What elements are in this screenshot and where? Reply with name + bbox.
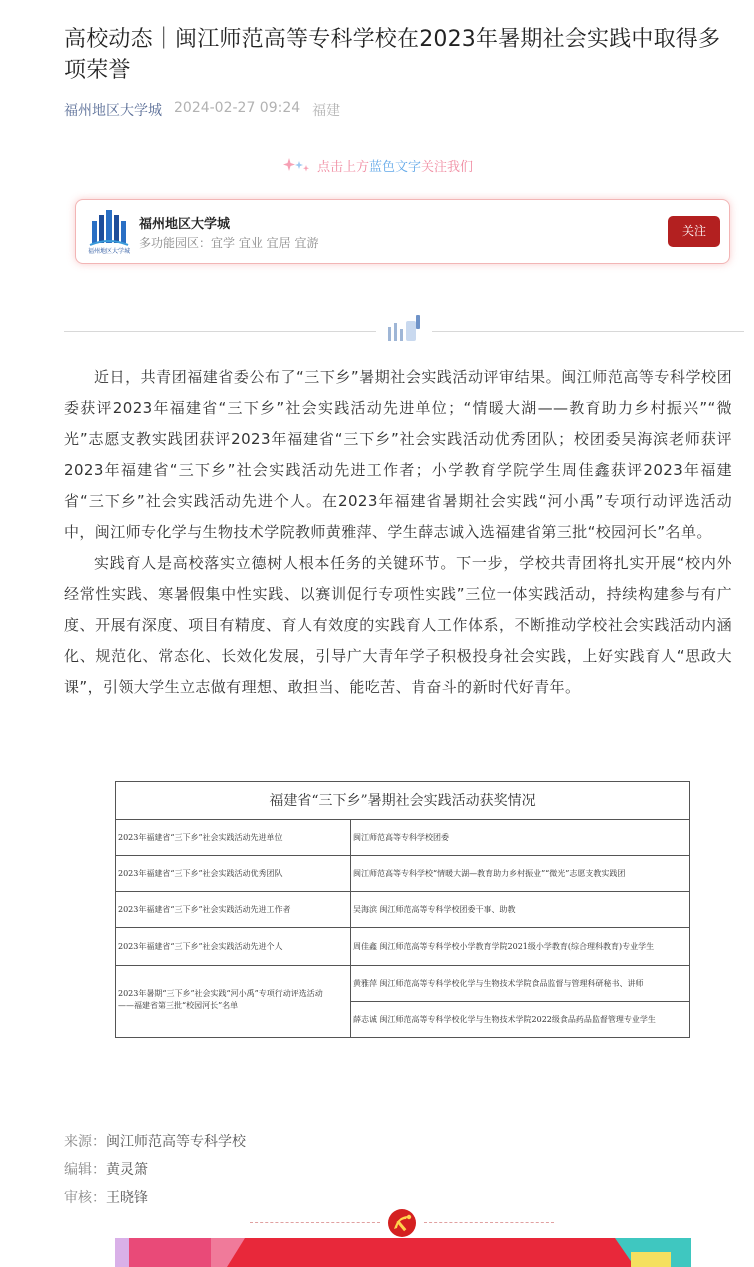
table-row [116,820,689,856]
winner-text: 吴海滨 闽江师范高等专科学校团委干事、助教 [353,905,516,914]
account-card-description: 多功能园区：宜学 宜业 宜居 宜游 [139,236,319,250]
award-cell: 2023年福建省“三下乡”社会实践活动优秀团队 [118,869,283,878]
table-row [116,928,689,966]
winner-cell [350,966,689,1038]
table-row [116,892,689,928]
footer-dash-right [424,1222,554,1223]
winner-text: 周佳鑫 闽江师范高等专科学校小学教育学院2021级小学教育(综合理科教育)专业学生 [353,942,655,951]
publish-location: 福建 [312,103,341,119]
account-card-name[interactable]: 福州地区大学城 [139,217,231,232]
credit-label: 审核： [64,1190,106,1206]
credit-label: 编辑： [64,1162,106,1178]
footer-dash-left [250,1222,380,1223]
follow-hint-prefix: 点击上方 [316,160,369,175]
winner-cell [350,820,689,855]
winner-text: 薛志诚 闽江师范高等专科学校化学与生物技术学院2022级食品药品监督管理专业学生 [353,1015,656,1024]
table-row [116,856,689,892]
party-emblem-icon [384,1208,420,1238]
winner-cell [350,928,689,965]
footer-decoration [250,1208,554,1238]
article-meta [64,100,340,120]
article-title: 高校动态｜闽江师范高等专科学校在2023年暑期社会实践中取得多项荣誉 [64,27,721,83]
follow-hint [0,156,754,178]
award-table-image [115,781,690,1038]
follow-button[interactable]: 关注 [668,216,720,247]
award-cell: 2023年暑期“三下乡”社会实践“河小禹”专项行动评选活动——福建省第三批“校园河长”名单 [118,989,323,1010]
table-row [116,966,689,1038]
winner-text: 闽江师范高等专科学校团委 [353,833,449,842]
section-divider [64,313,744,349]
follow-hint-blue-text: 蓝色文字 [368,160,421,175]
credit-reviewer [64,1184,246,1212]
credit-value: 黄灵箫 [106,1162,148,1178]
credit-editor [64,1156,246,1184]
credit-value: 王晓锋 [106,1190,148,1206]
credit-label: 来源： [64,1134,106,1150]
article-credits [64,1128,246,1212]
bottom-banner-image [115,1238,691,1267]
winner-subrow [351,966,689,1002]
credit-value: 闽江师范高等专科学校 [106,1134,246,1150]
account-name-link[interactable]: 福州地区大学城 [64,103,162,119]
follow-hint-suffix: 关注我们 [421,160,474,175]
award-cell: 2023年福建省“三下乡”社会实践活动先进单位 [118,833,283,842]
award-table-title: 福建省“三下乡”暑期社会实践活动获奖情况 [116,782,689,820]
paragraph: 实践育人是高校落实立德树人根本任务的关键环节。下一步，学校共青团将扎实开展“校内外经常性实践、寒暑假集中性实践、以赛训促行专项性实践”三位一体实践活动，持续构建参与有广度、开展有深度、项目有精度、育人有效度的实践育人工作体系，不断推动学校社会实践活动内涵化、规范化、常态化、长效化发展，引导广大青年学子积极投身社会实践，上好实践育人“思政大课”，引领大学生立志做有理想、敢担当、能吃苦、肯奋斗的新时代好青年。 [64,554,732,696]
winner-cell [350,892,689,927]
award-cell: 2023年福建省“三下乡”社会实践活动先进个人 [118,942,283,951]
credit-source [64,1128,246,1156]
winner-cell [350,856,689,891]
bar-chart-decor-icon [376,313,432,349]
account-logo-text: 福州地区大学城 [87,248,130,255]
publish-datetime: 2024-02-27 09:24 [174,100,301,116]
article-body [64,362,732,703]
account-card[interactable] [75,199,730,264]
winner-text: 闽江师范高等专科学校“情暖大湖—教育助力乡村振业”“微光”志愿支教实践团 [353,869,626,878]
award-cell: 2023年福建省“三下乡”社会实践活动先进工作者 [118,905,291,914]
sparkle-stars-icon [281,156,311,176]
paragraph: 近日，共青团福建省委公布了“三下乡”暑期社会实践活动评审结果。闽江师范高等专科学校团委获评2023年福建省“三下乡”社会实践活动先进单位；“情暖大湖——教育助力乡村振兴”“微光”志愿支教实践团获评2023年福建省“三下乡”社会实践活动优秀团队；校团委吴海滨老师获评2023年福建省“三下乡”社会实践活动先进工作者；小学教育学院学生周佳鑫获评2023年福建省“三下乡”社会实践活动先进个人。在2023年福建省暑期社会实践“河小禹”专项行动评选活动中，闽江师专化学与生物技术学院教师黄雅萍、学生薛志诚入选福建省第三批“校园河长”名单。 [64,368,732,541]
winner-text: 黄雅萍 闽江师范高等专科学校化学与生物技术学院食品监督与管理科研秘书、讲师 [353,979,644,988]
